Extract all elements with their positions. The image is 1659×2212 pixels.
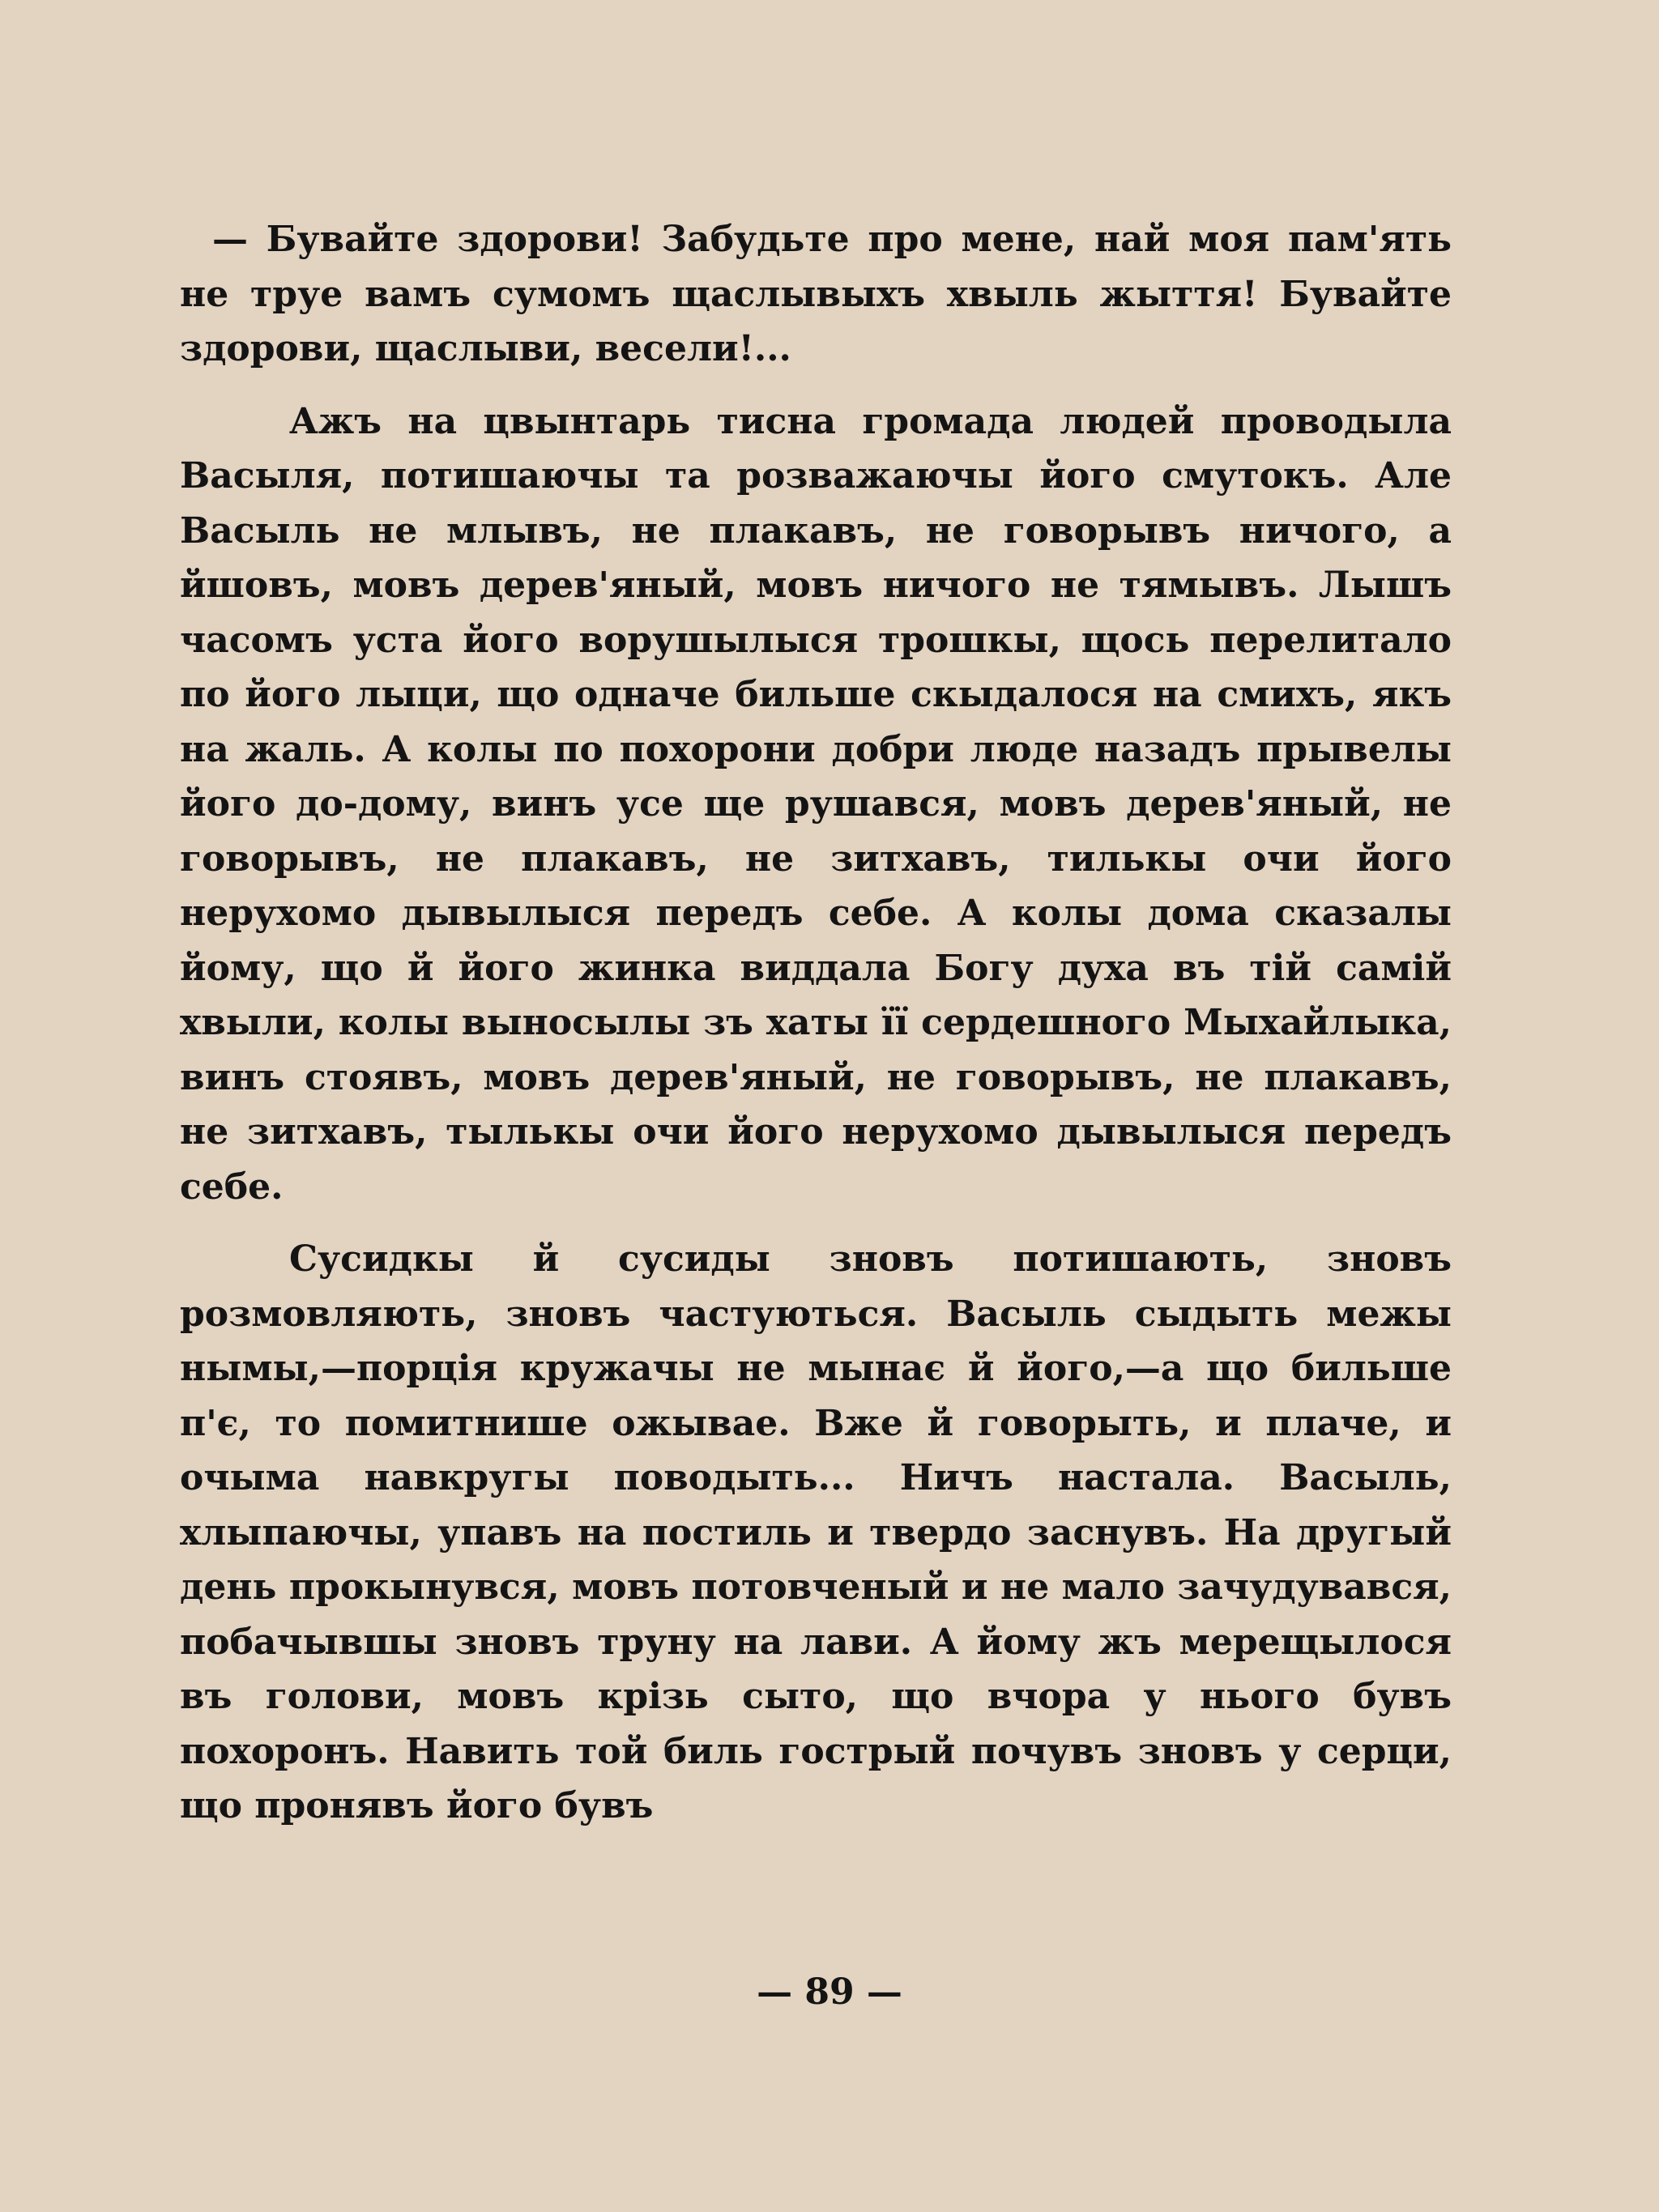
page-number: — 89 — xyxy=(757,1971,902,2013)
page-body xyxy=(180,212,1452,1834)
paragraph-neighbors: Сусидкы й сусиды зновъ потишають, зновъ розмовляють, зновъ частуються. Васыль сыдыть межы нымы,—порція кружачы не мынає й його,—а що бильше п'є, то помитнише ожывае. Вже й говорыть, и плаче, и очыма навкругы поводыть... Ничъ настала. Васыль, хлыпаючы, упавъ на постиль и твердо заснувъ. На другый день прокынувся, мовъ потовченый и не мало зачудувався, побачывшы зновъ труну на лави. А йому жъ мерещылося въ голови, мовъ крізь сыто, що вчора у нього бувъ похоронъ. Навить той биль гострый почувъ зновъ у серци, що пронявъ його бувъ xyxy=(180,1238,1452,1826)
paragraph-cemetery: Ажъ на цвынтарь тисна громада людей проводыла Васыля, потишаючы та розважаючы його смутокъ. Але Васыль не млывъ, не плакавъ, не говорывъ ничого, а йшовъ, мовъ дерев'яный, мовъ ничого не тямывъ. Лышъ часомъ уста його ворушылыся трошкы, щось перелитало по його лыци, що одначе бильше скыдалося на смихъ, якъ на жаль. А колы по похорони добри люде назадъ прывелы його до-дому, винъ усе ще рушався, мовъ дерев'яный, не говорывъ, не плакавъ, не зитхавъ, тилькы очи його нерухомо дывылыся передъ себе. А колы дома сказалы йому, що й його жинка виддала Богу духа въ тій самій хвыли, колы выносылы зъ хаты її сердешного Мыхайлыка, винъ стоявъ, мовъ дерев'яный, не говорывъ, не плакавъ, не зитхавъ, тылькы очи його нерухомо дывылыся передъ себе. xyxy=(180,400,1452,1208)
paragraph-farewell: — Бувайте здорови! Забудьте про мене, най моя пам'ять не труе вамъ сумомъ щаслывыхъ хвыль жыття! Бувайте здорови, щаслыви, весели!... xyxy=(180,219,1452,369)
